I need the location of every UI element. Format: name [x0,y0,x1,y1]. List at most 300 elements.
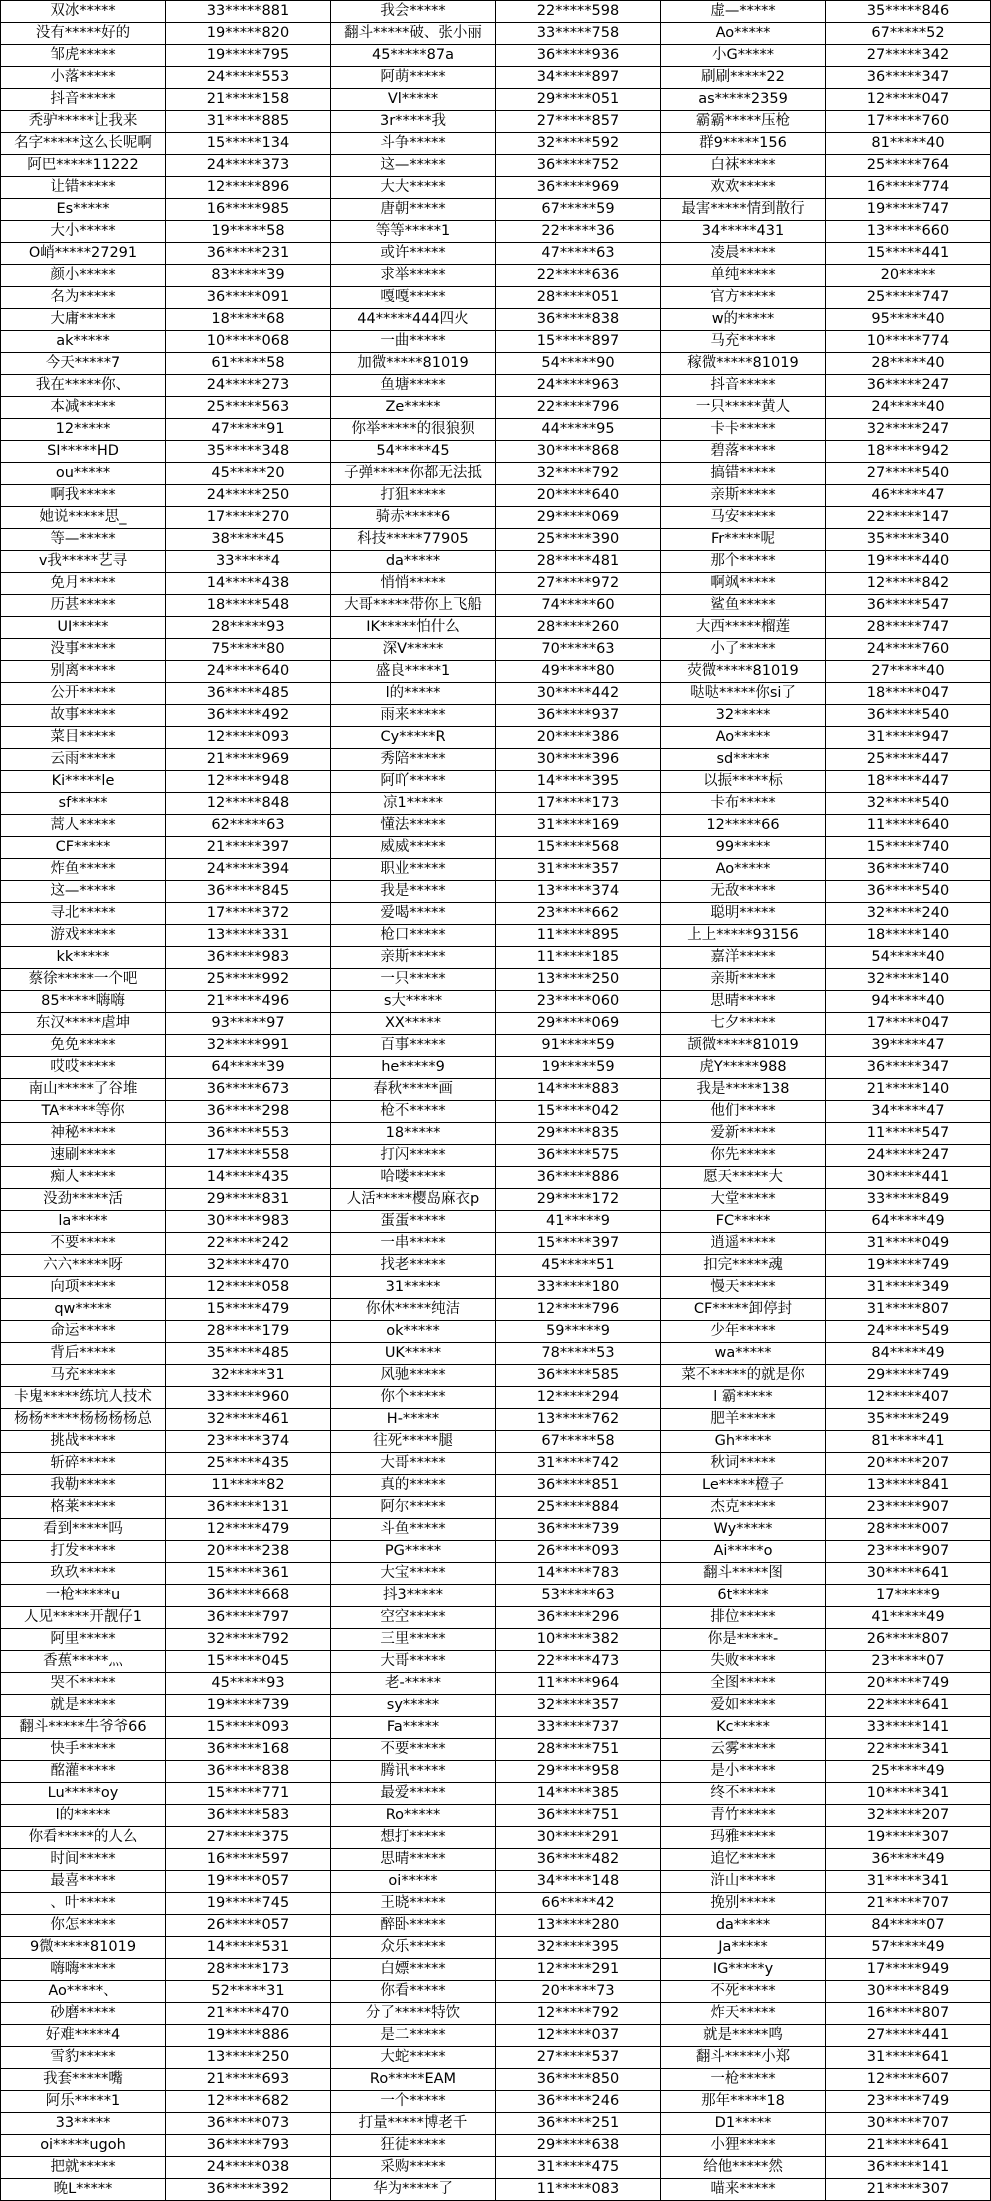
number-cell: 75*****80 [166,639,331,661]
table-row [1,1057,991,1079]
table-row [1,485,991,507]
name-cell: 菜目***** [1,727,166,749]
name-cell: 思晴***** [331,1849,496,1871]
name-cell: 你休*****纯洁 [331,1299,496,1321]
name-cell: 爱喝***** [331,903,496,925]
name-cell: 盛良*****1 [331,661,496,683]
number-cell: 93*****97 [166,1013,331,1035]
name-cell: 就是*****鸣 [661,2025,826,2047]
number-cell: 81*****41 [826,1431,991,1453]
table-row [1,661,991,683]
table-row [1,1343,991,1365]
table-row [1,1321,991,1343]
table-row [1,2069,991,2091]
number-cell: 36*****886 [496,1167,661,1189]
table-row [1,1,991,23]
name-cell: 凉1***** [331,793,496,815]
table-row [1,507,991,529]
number-cell: 61*****58 [166,353,331,375]
number-cell: 32*****991 [166,1035,331,1057]
name-cell: 悄悄***** [331,573,496,595]
number-cell: 29*****958 [496,1761,661,1783]
number-cell: 12*****294 [496,1387,661,1409]
number-cell: 25*****435 [166,1453,331,1475]
number-cell: 25*****747 [826,287,991,309]
number-cell: 10*****774 [826,331,991,353]
name-cell: 是二***** [331,2025,496,2047]
number-cell: 33*****960 [166,1387,331,1409]
table-row [1,925,991,947]
number-cell: 30*****291 [496,1827,661,1849]
number-cell: 13*****660 [826,221,991,243]
table-row [1,1717,991,1739]
number-cell: 36*****247 [826,375,991,397]
table-row [1,1079,991,1101]
number-cell: 14*****385 [496,1783,661,1805]
name-cell: 痴人***** [1,1167,166,1189]
name-cell: 科技*****77905 [331,529,496,551]
name-cell: 9微*****81019 [1,1937,166,1959]
number-cell: 35*****249 [826,1409,991,1431]
name-cell: 云雾***** [661,1739,826,1761]
name-cell: 少年***** [661,1321,826,1343]
number-cell: 27*****540 [826,463,991,485]
name-cell: 白嫖***** [331,1959,496,1981]
name-cell: oi*****ugoh [1,2135,166,2157]
table-row [1,771,991,793]
name-cell: l 霸***** [661,1387,826,1409]
name-cell: 54*****45 [331,441,496,463]
number-cell: 84*****07 [826,1915,991,1937]
name-cell: 亲斯***** [331,947,496,969]
number-cell: 23*****907 [826,1541,991,1563]
name-cell: 晚L***** [1,2179,166,2201]
number-cell: 31*****049 [826,1233,991,1255]
name-cell: l的***** [331,683,496,705]
number-cell: 14*****783 [496,1563,661,1585]
table-row [1,749,991,771]
table-row [1,859,991,881]
name-cell: 风驰***** [331,1365,496,1387]
number-cell: 14*****395 [496,771,661,793]
name-cell: 是小***** [661,1761,826,1783]
table-row [1,1739,991,1761]
number-cell: 24*****760 [826,639,991,661]
table-row [1,1673,991,1695]
name-cell: 双冰***** [1,1,166,23]
number-cell: 32*****792 [496,463,661,485]
number-cell: 23*****662 [496,903,661,925]
number-cell: 18*****942 [826,441,991,463]
number-cell: 15*****045 [166,1651,331,1673]
name-cell: ok***** [331,1321,496,1343]
number-cell: 22*****598 [496,1,661,23]
name-cell: w的***** [661,309,826,331]
number-cell: 19*****59 [496,1057,661,1079]
table-body [1,1,991,2201]
name-cell: 31***** [331,1277,496,1299]
name-cell: Es***** [1,199,166,221]
number-cell: 32*****540 [826,793,991,815]
name-cell: 大堂***** [661,1189,826,1211]
name-cell: 嘎嘎***** [331,287,496,309]
name-cell: Le*****橙子 [661,1475,826,1497]
number-cell: 84*****49 [826,1343,991,1365]
table-row [1,243,991,265]
number-cell: 36*****751 [496,1805,661,1827]
name-cell: Lu*****oy [1,1783,166,1805]
name-cell: O峭*****27291 [1,243,166,265]
table-row [1,1101,991,1123]
number-cell: 36*****131 [166,1497,331,1519]
number-cell: 29*****069 [496,507,661,529]
name-cell: 翻斗*****破、张小丽 [331,23,496,45]
number-cell: 12*****479 [166,1519,331,1541]
name-cell: 找老***** [331,1255,496,1277]
number-cell: 45*****93 [166,1673,331,1695]
name-cell: 等等*****1 [331,221,496,243]
name-cell: 没劲*****活 [1,1189,166,1211]
number-cell: 33*****180 [496,1277,661,1299]
number-cell: 12*****948 [166,771,331,793]
name-cell: Ao*****、 [1,1981,166,2003]
name-cell: 阿里***** [1,1629,166,1651]
name-cell: 腾讯***** [331,1761,496,1783]
number-cell: 15*****897 [496,331,661,353]
number-cell: 28*****40 [826,353,991,375]
table-row [1,419,991,441]
number-cell: 32*****470 [166,1255,331,1277]
name-cell: 大小***** [1,221,166,243]
name-cell: 阿巴*****11222 [1,155,166,177]
number-cell: 30*****442 [496,683,661,705]
number-cell: 17*****270 [166,507,331,529]
number-cell: 24*****247 [826,1145,991,1167]
table-row [1,265,991,287]
number-cell: 20*****640 [496,485,661,507]
number-cell: 32*****461 [166,1409,331,1431]
number-cell: 19*****307 [826,1827,991,1849]
number-cell: 12*****607 [826,2069,991,2091]
number-cell: 20*****749 [826,1673,991,1695]
name-cell: 爱如***** [661,1695,826,1717]
number-cell: 31*****357 [496,859,661,881]
number-cell: 23*****07 [826,1651,991,1673]
name-cell: 神秘***** [1,1123,166,1145]
number-cell: 29*****051 [496,89,661,111]
number-cell: 67*****59 [496,199,661,221]
name-cell: 抖3***** [331,1585,496,1607]
table-row [1,1695,991,1717]
name-cell: 秋词***** [661,1453,826,1475]
number-cell: 21*****158 [166,89,331,111]
name-cell: 虎Y*****988 [661,1057,826,1079]
name-cell: 颉微*****81019 [661,1035,826,1057]
number-cell: 12*****047 [826,89,991,111]
table-row [1,1497,991,1519]
name-cell: 想打***** [331,1827,496,1849]
name-cell: 没有*****好的 [1,23,166,45]
number-cell: 15*****093 [166,1717,331,1739]
number-cell: 17*****949 [826,1959,991,1981]
name-cell: Ao***** [661,23,826,45]
name-cell: 快手***** [1,1739,166,1761]
number-cell: 24*****549 [826,1321,991,1343]
number-cell: 27*****441 [826,2025,991,2047]
table-row [1,331,991,353]
name-cell: 虚—***** [661,1,826,23]
table-row [1,1475,991,1497]
number-cell: 24*****394 [166,859,331,881]
number-cell: 44*****95 [496,419,661,441]
number-cell: 21*****693 [166,2069,331,2091]
name-cell: Kc***** [661,1717,826,1739]
number-cell: 27*****375 [166,1827,331,1849]
table-row [1,881,991,903]
number-cell: 36*****739 [496,1519,661,1541]
name-cell: 等—***** [1,529,166,551]
name-cell: 你是*****- [661,1629,826,1651]
name-cell: 追忆***** [661,1849,826,1871]
number-cell: 21*****470 [166,2003,331,2025]
number-cell: 20*****207 [826,1453,991,1475]
name-cell: 往死*****腿 [331,1431,496,1453]
name-cell: 大哥***** [331,1453,496,1475]
number-cell: 32*****592 [496,133,661,155]
name-cell: 我是*****138 [661,1079,826,1101]
table-row [1,353,991,375]
name-cell: 一只***** [331,969,496,991]
name-cell: 采购***** [331,2157,496,2179]
table-row [1,23,991,45]
number-cell: 33*****4 [166,551,331,573]
number-cell: 64*****49 [826,1211,991,1233]
number-cell: 12*****842 [826,573,991,595]
table-row [1,705,991,727]
name-cell: 不要***** [1,1233,166,1255]
number-cell: 94*****40 [826,991,991,1013]
number-cell: 17*****173 [496,793,661,815]
name-cell: 马充***** [1,1365,166,1387]
name-cell: 速刷***** [1,1145,166,1167]
number-cell: 22*****36 [496,221,661,243]
name-cell: qw***** [1,1299,166,1321]
number-cell: 36*****845 [166,881,331,903]
number-cell: 22*****636 [496,265,661,287]
number-cell: 12*****796 [496,1299,661,1321]
number-cell: 31*****885 [166,111,331,133]
name-cell: 公开***** [1,683,166,705]
number-cell: 36*****583 [166,1805,331,1827]
number-cell: 19*****58 [166,221,331,243]
name-cell: Fa***** [331,1717,496,1739]
name-cell: 3r*****我 [331,111,496,133]
number-cell: 19*****440 [826,551,991,573]
number-cell: 36*****540 [826,705,991,727]
name-cell: sd***** [661,749,826,771]
number-cell: 34*****47 [826,1101,991,1123]
number-cell: 34*****897 [496,67,661,89]
name-cell: 刷刷*****22 [661,67,826,89]
name-cell: as*****2359 [661,89,826,111]
table-row [1,1035,991,1057]
table-row [1,2047,991,2069]
number-cell: 11*****185 [496,947,661,969]
number-cell: 22*****796 [496,397,661,419]
name-cell: 蔡徐*****一个吧 [1,969,166,991]
name-cell: sy***** [331,1695,496,1717]
name-cell: IK*****怕什么 [331,617,496,639]
name-cell: 抖音***** [661,375,826,397]
table-row [1,2025,991,2047]
name-cell: 爱新***** [661,1123,826,1145]
name-cell: 卡鬼*****练坑人技术 [1,1387,166,1409]
name-cell: XX***** [331,1013,496,1035]
number-cell: 28*****173 [166,1959,331,1981]
name-cell: 一个***** [331,2091,496,2113]
name-cell: 小狸***** [661,2135,826,2157]
name-cell: 欢欢***** [661,177,826,199]
number-cell: 21*****969 [166,749,331,771]
table-row [1,903,991,925]
table-row [1,1365,991,1387]
name-cell: 愿天*****大 [661,1167,826,1189]
number-cell: 14*****531 [166,1937,331,1959]
name-cell: 百事***** [331,1035,496,1057]
number-cell: 20*****73 [496,1981,661,2003]
number-cell: 33*****849 [826,1189,991,1211]
table-row [1,1541,991,1563]
number-cell: 11*****82 [166,1475,331,1497]
number-cell: 12*****037 [496,2025,661,2047]
name-cell: 云雨***** [1,749,166,771]
number-cell: 15*****479 [166,1299,331,1321]
number-cell: 19*****057 [166,1871,331,1893]
number-cell: 25*****49 [826,1761,991,1783]
number-cell: 21*****496 [166,991,331,1013]
number-cell: 28*****747 [826,617,991,639]
name-cell: 阿吖***** [331,771,496,793]
number-cell: 17*****047 [826,1013,991,1035]
name-cell: 32***** [661,705,826,727]
name-cell: 小落***** [1,67,166,89]
name-cell: 懂法***** [331,815,496,837]
number-cell: 17*****760 [826,111,991,133]
number-cell: 36*****246 [496,2091,661,2113]
table-row [1,1607,991,1629]
name-cell: 子弹*****你都无法抵 [331,463,496,485]
number-cell: 19*****747 [826,199,991,221]
number-cell: 12*****058 [166,1277,331,1299]
name-cell: 18***** [331,1123,496,1145]
name-cell: 职业***** [331,859,496,881]
name-cell: 聪明***** [661,903,826,925]
table-row [1,67,991,89]
name-cell: 颜小***** [1,265,166,287]
number-cell: 15*****771 [166,1783,331,1805]
table-row [1,639,991,661]
name-cell: 我是***** [331,881,496,903]
number-cell: 36*****575 [496,1145,661,1167]
table-row [1,45,991,67]
table-row [1,155,991,177]
number-cell: 22*****641 [826,1695,991,1717]
name-cell: 空空***** [331,1607,496,1629]
name-cell: 菜不*****的就是你 [661,1365,826,1387]
name-cell: 最喜***** [1,1871,166,1893]
name-cell: 最爱***** [331,1783,496,1805]
table-row [1,1585,991,1607]
number-cell: 15*****042 [496,1101,661,1123]
number-cell: 25*****992 [166,969,331,991]
name-cell: 翻斗*****牛爷爷66 [1,1717,166,1739]
number-cell: 17*****558 [166,1145,331,1167]
name-cell: 亲斯***** [661,969,826,991]
number-cell: 33*****737 [496,1717,661,1739]
name-cell: IG*****y [661,1959,826,1981]
name-cell: 你看***** [331,1981,496,2003]
name-cell: 我套*****嘴 [1,2069,166,2091]
name-cell: 马安***** [661,507,826,529]
table-row [1,793,991,815]
number-cell: 27*****972 [496,573,661,595]
number-cell: 13*****762 [496,1409,661,1431]
name-cell: 华为*****了 [331,2179,496,2201]
number-cell: 11*****895 [496,925,661,947]
name-cell: 这—***** [1,881,166,903]
name-cell: PG***** [331,1541,496,1563]
table-row [1,309,991,331]
number-cell: 27*****40 [826,661,991,683]
number-cell: 32*****792 [166,1629,331,1651]
name-cell: 时间***** [1,1849,166,1871]
name-cell: 浒山***** [661,1871,826,1893]
number-cell: 49*****80 [496,661,661,683]
number-cell: 14*****438 [166,573,331,595]
name-cell: kk***** [1,947,166,969]
name-cell: 秃驴*****让我来 [1,111,166,133]
name-cell: 加微*****81019 [331,353,496,375]
name-cell: 马充***** [661,331,826,353]
name-cell: 啊我***** [1,485,166,507]
number-cell: 10*****068 [166,331,331,353]
name-cell: 你举*****的很狼狈 [331,419,496,441]
name-cell: CF*****卸停封 [661,1299,826,1321]
number-cell: 81*****40 [826,133,991,155]
name-cell: 别离***** [1,661,166,683]
name-cell: Fr*****呢 [661,529,826,551]
number-cell: 19*****745 [166,1893,331,1915]
number-cell: 27*****342 [826,45,991,67]
name-cell: Ki*****le [1,771,166,793]
number-cell: 29*****749 [826,1365,991,1387]
table-row [1,1431,991,1453]
number-cell: 19*****749 [826,1255,991,1277]
number-cell: 31*****349 [826,1277,991,1299]
name-cell: 挑战***** [1,1431,166,1453]
name-cell: da***** [661,1915,826,1937]
table-row [1,111,991,133]
number-cell: 19*****795 [166,45,331,67]
number-cell: 36*****937 [496,705,661,727]
number-cell: 33*****758 [496,23,661,45]
table-row [1,1189,991,1211]
number-cell: 53*****63 [496,1585,661,1607]
number-cell: 47*****91 [166,419,331,441]
name-cell: 格莱***** [1,1497,166,1519]
name-cell: 大西*****榴莲 [661,617,826,639]
name-cell: 哒哒*****你si了 [661,683,826,705]
